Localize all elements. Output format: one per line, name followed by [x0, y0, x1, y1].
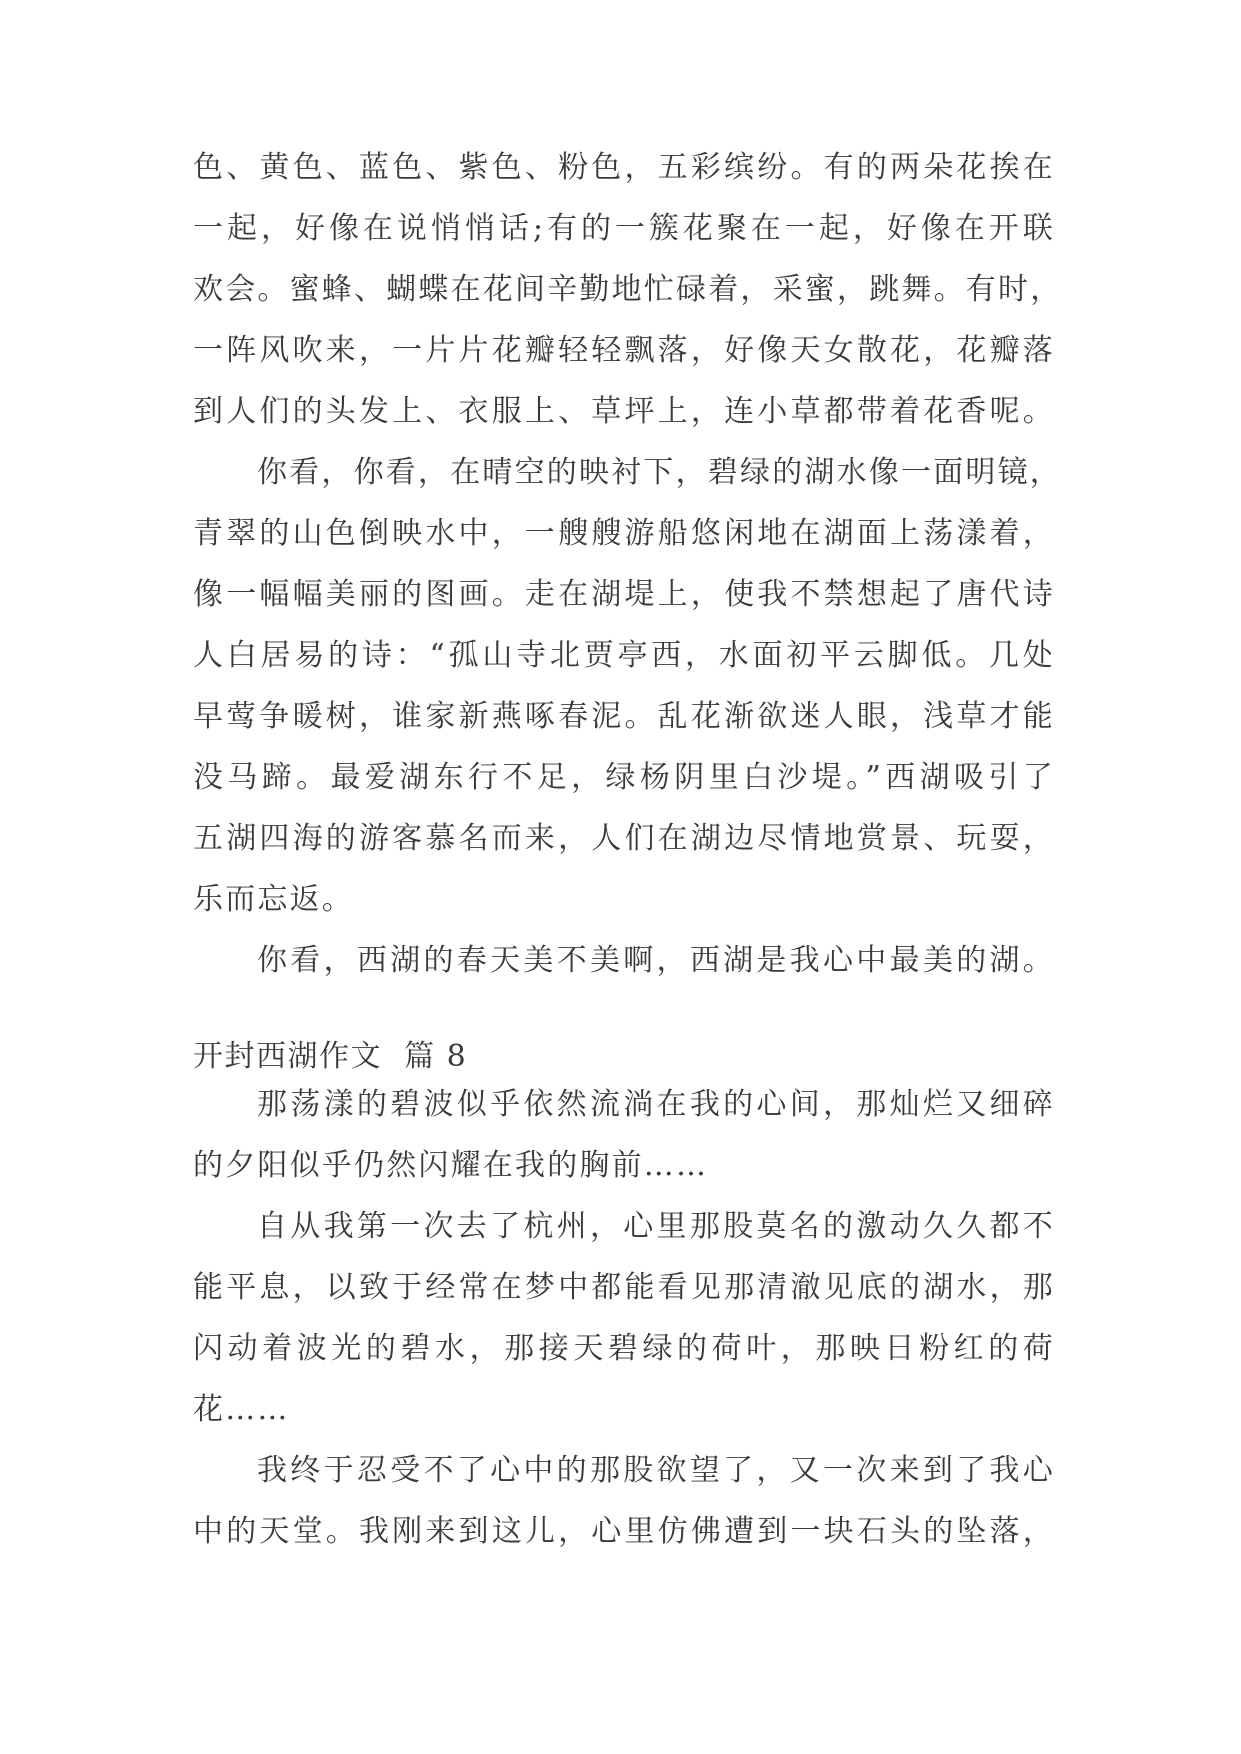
text-line: 你看，你看，在晴空的映衬下，碧绿的湖水像一面明镜，	[257, 455, 1062, 490]
heading-number: 篇 8	[404, 1039, 468, 1074]
essay-body-part-2	[193, 1074, 1055, 1562]
text-line: 欢会。蜜蜂、蝴蝶在花间辛勤地忙碌着，采蜜，跳舞。有时，	[193, 272, 1063, 307]
text-line: 自从我第一次去了杭州，心里那股莫名的激动久久都不	[257, 1209, 1055, 1244]
text-line: 的夕阳似乎仍然闪耀在我的胸前……	[193, 1148, 709, 1183]
section-heading	[193, 1037, 467, 1077]
heading-title: 开封西湖作文	[193, 1039, 382, 1074]
text-line: 到人们的头发上、衣服上、草坪上，连小草都带着花香呢。	[193, 394, 1055, 429]
text-line: 五湖四海的游客慕名而来，人们在湖边尽情地赏景、玩耍，	[193, 821, 1055, 856]
text-line: 一阵风吹来，一片片花瓣轻轻飘落，好像天女散花，花瓣落	[193, 333, 1055, 368]
text-line: 能平息，以致于经常在梦中都能看见那清澈见底的湖水，那	[193, 1270, 1055, 1305]
text-line: 像一幅幅美丽的图画。走在湖堤上，使我不禁想起了唐代诗	[193, 577, 1055, 612]
text-line: 中的天堂。我刚来到这儿，心里仿佛遭到一块石头的坠落，	[193, 1514, 1055, 1549]
text-line: 人白居易的诗：“孤山寺北贾亭西，水面初平云脚低。几处	[193, 638, 1055, 673]
text-line: 闪动着波光的碧水，那接天碧绿的荷叶，那映日粉红的荷	[193, 1331, 1055, 1366]
text-line: 乐而忘返。	[193, 882, 354, 917]
text-line: 花……	[193, 1392, 290, 1427]
essay-body-part-1	[193, 137, 1063, 991]
text-line: 没马蹄。最爱湖东行不足，绿杨阴里白沙堤。”西湖吸引了	[193, 760, 1055, 795]
text-line: 一起，好像在说悄悄话;有的一簇花聚在一起，好像在开联	[193, 211, 1055, 246]
text-line: 色、黄色、蓝色、紫色、粉色，五彩缤纷。有的两朵花挨在	[193, 150, 1055, 185]
text-line: 青翠的山色倒映水中，一艘艘游船悠闲地在湖面上荡漾着，	[193, 516, 1055, 551]
text-line: 早莺争暖树，谁家新燕啄春泥。乱花渐欲迷人眼，浅草才能	[193, 699, 1055, 734]
text-line: 我终于忍受不了心中的那股欲望了，又一次来到了我心	[257, 1453, 1055, 1488]
text-line: 那荡漾的碧波似乎依然流淌在我的心间，那灿烂又细碎	[257, 1087, 1055, 1122]
text-line: 你看，西湖的春天美不美啊，西湖是我心中最美的湖。	[257, 943, 1055, 978]
